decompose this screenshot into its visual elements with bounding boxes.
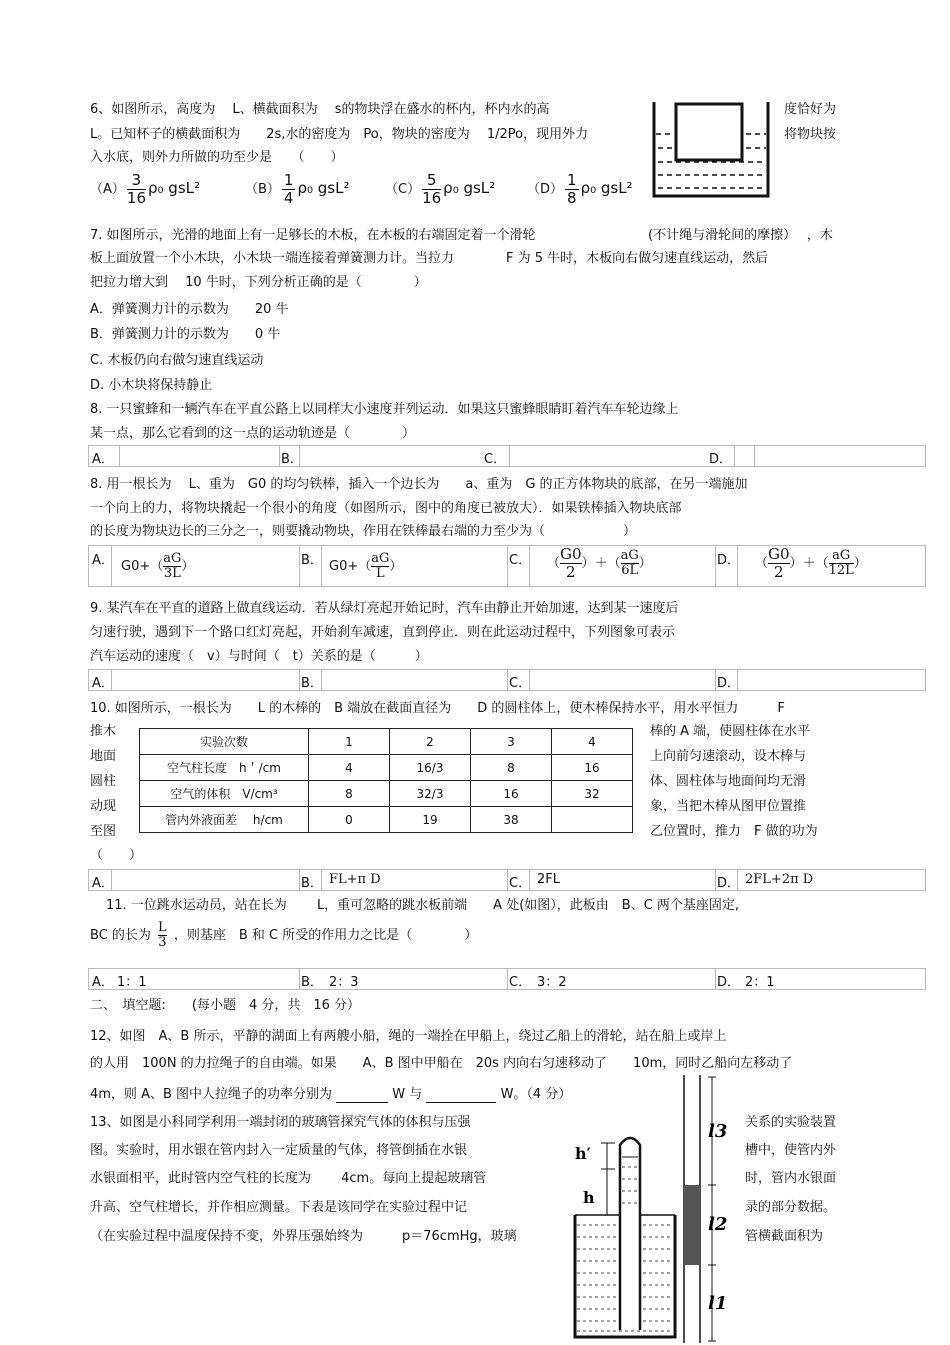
q6-options: [90, 172, 667, 207]
q6-option-b-expr: ρ₀ gsL²: [297, 179, 350, 197]
q7-line3: 把拉力增大到 10 牛时，下列分析正确的是（ ）: [90, 275, 427, 290]
q6-option-c-label: （C）: [385, 182, 421, 197]
table-row: [140, 807, 633, 833]
q13-line3: 水银面相平，此时管内空气柱的长度为 4cm。每向上提起玻璃管: [90, 1171, 487, 1186]
q13-fig-label-l2: l2: [708, 1214, 728, 1235]
q8b-option-a-expr: G0+（ $\frac{aG}{3L}$ ）: [121, 551, 195, 581]
q9-line3: 汽车运动的速度（ v）与时间（ t）关系的是（ ）: [90, 649, 428, 664]
q8b-option-a-label[interactable]: A．: [92, 553, 114, 568]
q11-option-a-label[interactable]: A．: [92, 975, 114, 990]
q11-option-d-label[interactable]: D．: [717, 975, 741, 990]
q10-answer-paren: （ ）: [90, 848, 143, 863]
q10-right-3: 体、圆柱体与地面间均无滑: [650, 774, 807, 789]
table-cell: 16/3: [390, 755, 471, 781]
q13-right-5: 管横截面积为: [745, 1229, 824, 1244]
q8a-option-b[interactable]: B．: [281, 452, 303, 467]
q10-right-4: 象，当把木棒从图甲位置推: [650, 799, 807, 814]
q7-line2: 板上面放置一个小木块，小木块一端连接着弹簧测力计。当拉力 F 为 5 牛时，木板向右做匀速直线运动，然后: [90, 251, 769, 266]
q8b-option-d-label[interactable]: D．: [717, 553, 741, 568]
q6-line1: 6、如图所示，高度为 L、横截面积为 s的物块浮在盛水的杯内，杯内水的高: [90, 102, 550, 117]
q8a-option-d[interactable]: D．: [709, 452, 733, 467]
q10-left-5: 至图: [90, 824, 117, 839]
q8a-line2: 某一点，那么它看到的这一点的运动轨迹是（ ）: [90, 426, 416, 441]
q6-option-c-expr: ρ₀ gsL²: [443, 179, 496, 197]
q12-line3: 4m，则 A、B 图中人拉绳子的功率分别为 W 与 W。（4 分）: [90, 1087, 572, 1102]
q7-line1: 7. 如图所示，光滑的地面上有一足够长的木板，在木板的右端固定着一个滑轮: [90, 228, 536, 243]
q9-option-c[interactable]: C．: [509, 676, 532, 691]
q12-line1: 12、如图 A、B 所示，平静的湖面上有两艘小船，绳的一端拴在甲船上，绕过乙船上的滑轮，站在船上或岸上: [90, 1029, 727, 1044]
q9-option-b[interactable]: B．: [301, 676, 323, 691]
table-cell: 空气柱长度 h＇/cm: [140, 755, 309, 781]
table-row: [140, 729, 633, 755]
table-cell: 0: [309, 807, 390, 833]
q10-left-2: 地面: [90, 749, 117, 764]
experiment-table: [139, 728, 633, 833]
q13-tube-figure: [565, 1125, 685, 1345]
q13-right-2: 槽中，使管内外: [745, 1143, 837, 1158]
q10-line1: 10. 如图所示，一根长为 L 的木棒的 B 端放在截面直径为 D 的圆柱体上，使木棒保持水平，用水平恒力 F: [90, 701, 785, 716]
q7-option-a: A．弹簧测力计的示数为 20 牛: [90, 302, 289, 317]
q6-option-d-fraction: $\frac{1}{8}$: [567, 171, 577, 207]
q8a-line1: 8. 一只蜜蜂和一辆汽车在平直公路上以同样大小速度并列运动．如果这只蜜蜂眼睛盯着汽车车轮边缘上: [90, 402, 679, 417]
q11-option-c-label[interactable]: C．: [509, 975, 532, 990]
q10-options-row: [88, 869, 926, 891]
q12-blank-1[interactable]: [336, 1087, 388, 1103]
table-cell: 实验次数: [140, 729, 309, 755]
q8a-options-row: [88, 445, 926, 467]
table-cell: 4: [552, 729, 633, 755]
q11-option-a-value: 1：1: [117, 975, 147, 990]
q7-option-b: B．弹簧测力计的示数为 0 牛: [90, 327, 281, 342]
q6-option-d-expr: ρ₀ gsL²: [580, 179, 633, 197]
table-cell: 8: [471, 755, 552, 781]
table-cell: 19: [390, 807, 471, 833]
table-cell: 管内外液面差 h/cm: [140, 807, 309, 833]
q10-option-b-value: FL+π D: [329, 872, 381, 887]
q11-option-d-value: 2：1: [745, 975, 775, 990]
q13-right-4: 录的部分数据。: [745, 1200, 837, 1215]
q13-line1: 13、如图是小科同学利用一端封闭的玻璃管探究气体的体积与压强: [90, 1115, 471, 1130]
q8b-option-c-label[interactable]: C．: [509, 553, 532, 568]
table-cell: [552, 807, 633, 833]
q9-options-row: [88, 669, 926, 691]
table-cell: 空气的体积 V/cm³: [140, 781, 309, 807]
table-cell: 8: [309, 781, 390, 807]
q10-option-d-value: 2FL+2π D: [745, 872, 814, 887]
table-cell: 32/3: [390, 781, 471, 807]
q13-fig-label-l1: l1: [708, 1293, 728, 1314]
table-cell: 4: [309, 755, 390, 781]
table-cell: 2: [390, 729, 471, 755]
q10-option-c-label[interactable]: C．: [509, 876, 532, 891]
q13-measure-figure: [678, 1075, 738, 1345]
q6-option-b-fraction: $\frac{1}{4}$: [283, 171, 294, 207]
q8b-option-b-label[interactable]: B．: [301, 553, 323, 568]
q10-right-1: 棒的 A 端，使圆柱体在水平: [650, 724, 811, 739]
section-heading-fill-blank: 二、 填空题: (每小题 4 分，共 16 分）: [90, 998, 361, 1013]
table-cell: 3: [471, 729, 552, 755]
q13-fig-label-l3: l3: [708, 1121, 728, 1142]
q8a-option-a[interactable]: A．: [92, 452, 114, 467]
table-row: [140, 781, 633, 807]
q8b-option-b-expr: G0+（ $\frac{aG}{L}$ ）: [329, 551, 403, 581]
q10-option-b-label[interactable]: B．: [301, 876, 323, 891]
q10-left-3: 圆柱: [90, 774, 117, 789]
q9-option-d[interactable]: D．: [717, 676, 741, 691]
q6-line1-cont: 度恰好为: [784, 102, 837, 117]
q6-option-d-label: （D）: [527, 182, 564, 197]
q6-option-a-fraction: $\frac{3}{16}$: [126, 171, 146, 207]
q9-option-a[interactable]: A．: [92, 676, 114, 691]
q13-fig-label-hprime: h′: [575, 1144, 591, 1163]
q12-line2: 的人用 100N 的力拉绳子的自由端。如果 A、B 图中甲船在 20s 内向右匀速移动了 10m，同时乙船向左移动了: [90, 1056, 793, 1071]
q8b-line3: 的长度为物块边长的三分之一，则要撬动物块，作用在铁棒最右端的力至少为（ ）: [90, 524, 637, 539]
table-cell: 16: [471, 781, 552, 807]
q6-option-a-label: （A）: [90, 182, 125, 197]
q13-line4: 升高、空气柱增长，并作相应测量。下表是该同学在实验过程中记: [90, 1200, 468, 1215]
q10-right-2: 上向前匀速滚动，设木棒与: [650, 749, 807, 764]
q11-fraction: $\frac{L}{3}$: [158, 920, 167, 950]
q11-options-row: [88, 968, 926, 990]
q7-option-c: C. 木板仍向右做匀速直线运动: [90, 353, 264, 368]
q6-option-a-expr: ρ₀ gsL²: [148, 179, 201, 197]
q10-option-a[interactable]: A．: [92, 876, 114, 891]
q10-left-1: 推木: [90, 724, 117, 739]
q8b-option-d-expr: （ $\frac{G0}{2}$ ）＋（ $\frac{aG}{12L}$ ）: [755, 545, 867, 581]
table-row: [140, 755, 633, 781]
q12-blank-2[interactable]: [426, 1087, 496, 1103]
q13-right-3: 时，管内水银面: [745, 1171, 837, 1186]
q7-line1-cont: (不计绳与滑轮间的摩擦） ，木: [648, 228, 833, 243]
q6-line2-cont: 将物块按: [784, 127, 837, 142]
q6-line2: L。已知杯子的横截面积为 2s,水的密度为 Po，物块的密度为 1/2Po，现用外力: [90, 127, 589, 142]
q6-option-b-label: （B）: [245, 182, 280, 197]
q13-line2: 图。实验时，用水银在管内封入一定质量的气体，将管倒插在水银: [90, 1143, 468, 1158]
q13-fig-label-h: h: [583, 1188, 595, 1207]
q6-option-c-fraction: $\frac{5}{16}$: [422, 171, 442, 207]
q7-option-d: D. 小木块将保持静止: [90, 378, 213, 393]
q11-option-b-label[interactable]: B．: [301, 975, 323, 990]
table-cell: 38: [471, 807, 552, 833]
q9-line2: 匀速行驶，遇到下一个路口红灯亮起，开始刹车减速，直到停止．则在此运动过程中，下列图象可表示: [90, 625, 676, 640]
q6-line3: 入水底，则外力所做的功至少是 （ ）: [90, 150, 344, 165]
q8b-line2: 一个向上的力，将物块撬起一个很小的角度（如图所示，图中的角度已被放大）．如果铁棒插入物块底部: [90, 501, 682, 516]
q8b-option-c-expr: （ $\frac{G0}{2}$ ）＋（ $\frac{aG}{6L}$ ）: [547, 545, 652, 581]
q11-line1: 11. 一位跳水运动员，站在长为 L，重可忽略的跳水板前端 A 处(如图），此板由 B、C 两个基座固定,: [106, 898, 740, 913]
q13-line5: （在实验过程中温度保持不变，外界压强始终为 p＝76cmHg，玻璃: [90, 1229, 517, 1244]
q9-line1: 9. 某汽车在平直的道路上做直线运动．若从绿灯亮起开始记时，汽车由静止开始加速，达到某一速度后: [90, 601, 679, 616]
q8b-options-row: [88, 545, 926, 587]
q10-right-5: 乙位置时，推力 F 做的功为: [650, 824, 818, 839]
q8b-line1: 8. 用一根长为 L、重为 G0 的均匀铁棒，插入一个边长为 a、重为 G 的正方体物块的底部，在另一端施加: [90, 477, 748, 492]
table-cell: 16: [552, 755, 633, 781]
table-cell: 32: [552, 781, 633, 807]
q10-option-d-label[interactable]: D．: [717, 876, 741, 891]
q10-option-c-value: 2FL: [537, 872, 560, 887]
q8a-option-c[interactable]: C．: [484, 452, 507, 467]
table-cell: 1: [309, 729, 390, 755]
q13-right-1: 关系的实验装置: [745, 1115, 837, 1130]
q11-option-b-value: 2：3: [329, 975, 359, 990]
q11-option-c-value: 3：2: [537, 975, 567, 990]
q11-line2: BC 的长为 $\frac{L}{3}$ ，则基座 B 和 C 所受的作用力之比是（ ）: [90, 920, 478, 950]
q10-left-4: 动现: [90, 799, 117, 814]
